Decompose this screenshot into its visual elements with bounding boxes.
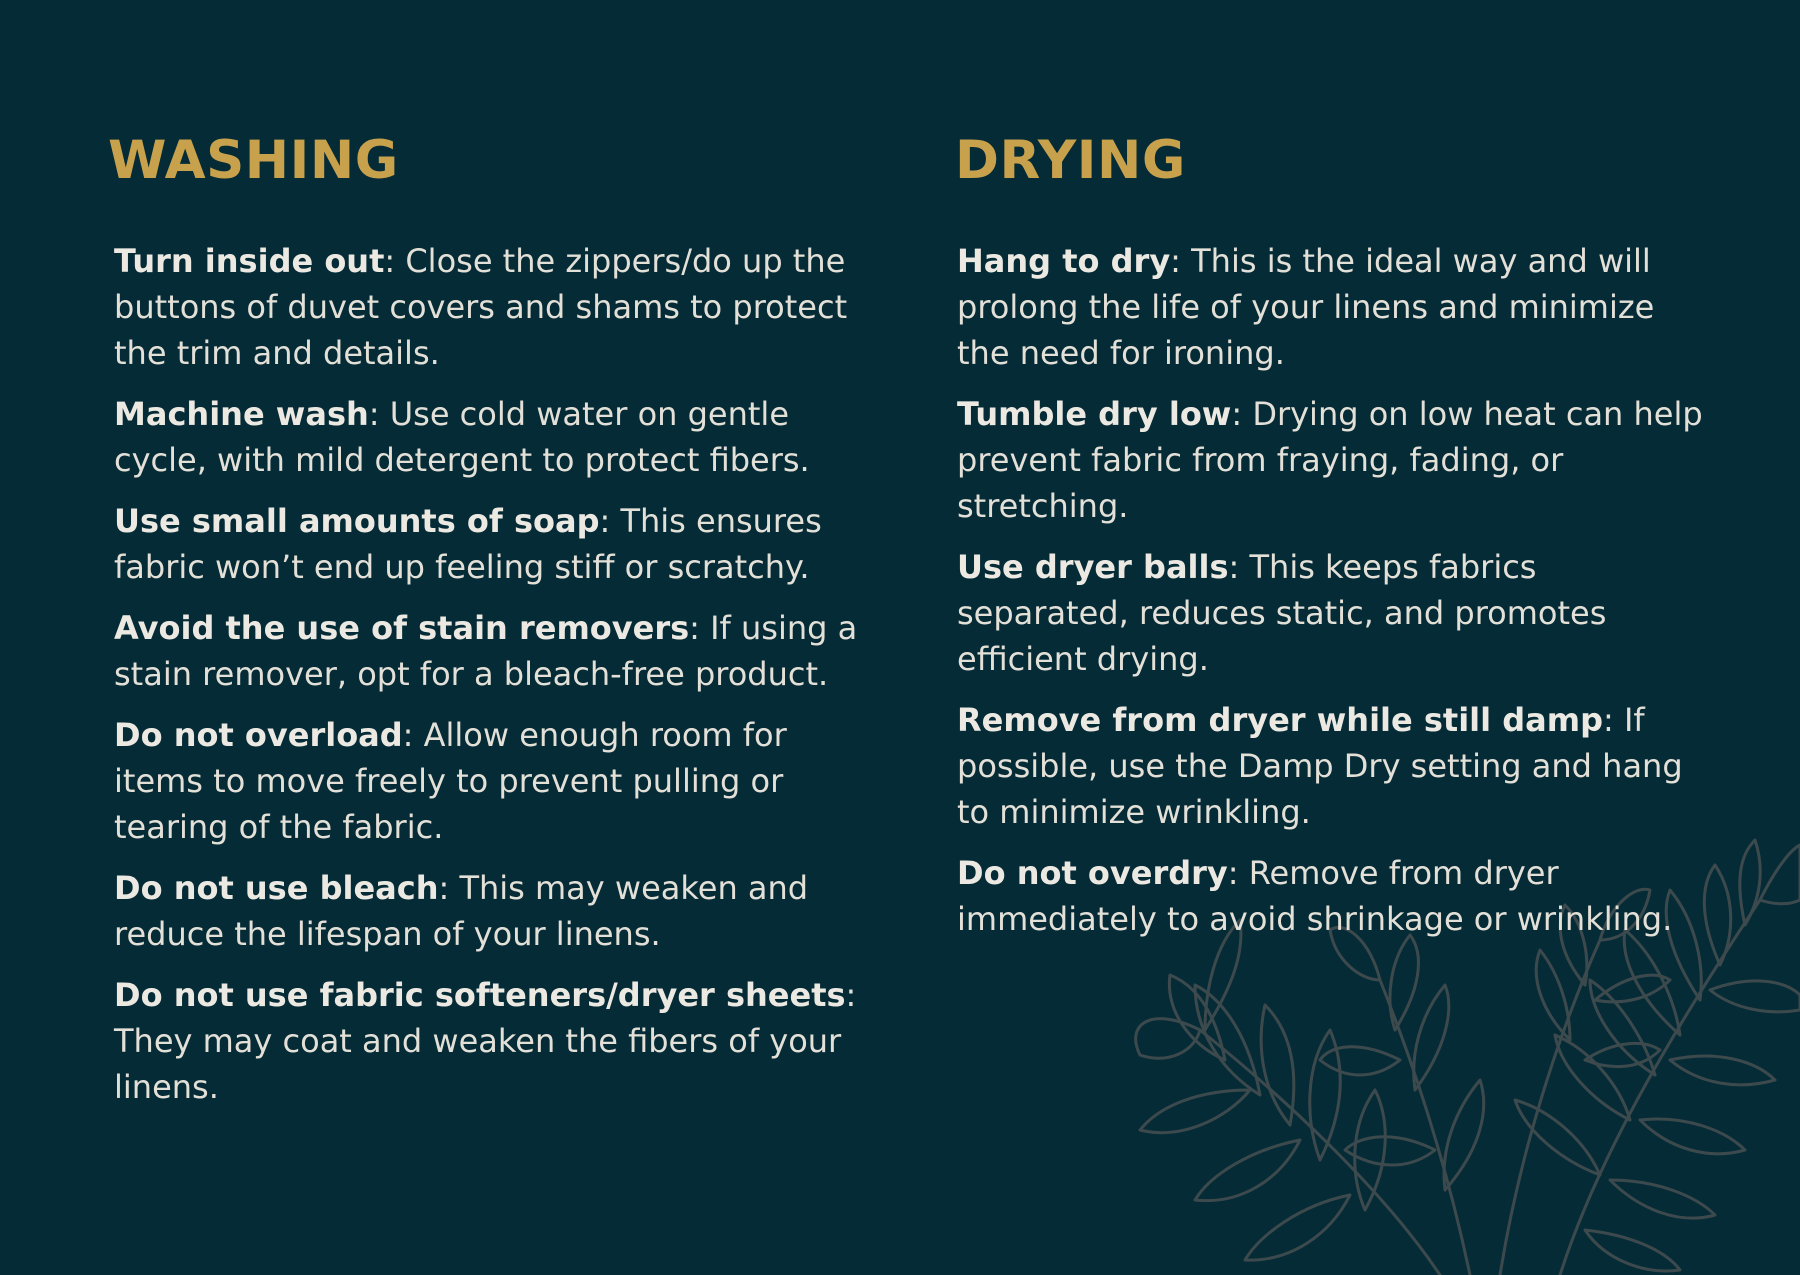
drying-heading: DRYING xyxy=(955,130,1186,191)
instruction-text: This keeps fabrics separated, reduces static, and promotes efficient drying. xyxy=(957,548,1607,678)
instruction-label: Do not use fabric softeners/dryer sheets xyxy=(114,976,846,1014)
instruction-text: Allow enough room for items to move freely to prevent pulling or tearing of the fabric. xyxy=(114,716,787,846)
instruction-separator: : xyxy=(1227,854,1239,892)
drying-instruction xyxy=(957,850,1715,942)
drying-section xyxy=(955,128,1715,957)
instruction-label: Do not overdry xyxy=(957,854,1228,892)
instruction-separator: : xyxy=(1228,548,1240,586)
drying-instruction xyxy=(957,238,1715,376)
instruction-separator: : xyxy=(599,502,611,540)
instruction-separator: : xyxy=(689,609,700,647)
washing-instruction xyxy=(114,865,868,957)
instruction-separator: : xyxy=(438,869,450,907)
drying-list xyxy=(955,238,1715,942)
instruction-text: If using a stain remover, opt for a bleach-free product. xyxy=(114,609,858,693)
washing-instruction xyxy=(114,391,868,483)
instruction-text: Remove from dryer immediately to avoid shrinkage or wrinkling. xyxy=(957,854,1673,938)
instruction-label: Avoid the use of stain removers xyxy=(114,609,690,647)
drying-instruction xyxy=(957,391,1715,529)
instruction-separator: : xyxy=(1602,701,1614,739)
instruction-separator: : xyxy=(402,716,414,754)
instruction-separator: : xyxy=(1170,242,1181,280)
instruction-text: This ensures fabric won’t end up feeling stiff or scratchy. xyxy=(114,502,822,586)
instruction-text: This is the ideal way and will prolong the life of your linens and minimize the need for ironing. xyxy=(957,242,1655,372)
instruction-label: Use small amounts of soap xyxy=(114,502,600,540)
instruction-label: Turn inside out xyxy=(114,242,385,280)
washing-instruction xyxy=(114,712,868,850)
instruction-label: Use dryer balls xyxy=(957,548,1229,586)
instruction-separator: : xyxy=(384,242,396,280)
drying-instruction xyxy=(957,544,1715,682)
washing-instruction xyxy=(114,972,868,1110)
instruction-label: Remove from dryer while still damp xyxy=(957,701,1603,739)
instruction-text: If possible, use the Damp Dry setting and hang to minimize wrinkling. xyxy=(957,701,1683,831)
instruction-text: Close the zippers/do up the buttons of duvet covers and shams to protect the trim and details. xyxy=(114,242,848,372)
instruction-text: This may weaken and reduce the lifespan of your linens. xyxy=(114,869,809,953)
washing-list xyxy=(108,238,868,1110)
instruction-text: They may coat and weaken the fibers of your linens. xyxy=(114,1022,842,1106)
washing-instruction xyxy=(114,238,868,376)
washing-heading: WASHING xyxy=(108,130,399,191)
instruction-separator: : xyxy=(1231,395,1243,433)
instruction-text: Use cold water on gentle cycle, with mild detergent to protect fibers. xyxy=(114,395,810,479)
drying-instruction xyxy=(957,697,1715,835)
instruction-label: Tumble dry low xyxy=(957,395,1232,433)
washing-instruction xyxy=(114,605,868,697)
instruction-label: Do not overload xyxy=(114,716,403,754)
instruction-text: Drying on low heat can help prevent fabric from fraying, fading, or stretching. xyxy=(957,395,1703,525)
instruction-separator: : xyxy=(845,976,857,1014)
washing-section xyxy=(108,128,868,1125)
instruction-label: Do not use bleach xyxy=(114,869,439,907)
instruction-label: Hang to dry xyxy=(957,242,1171,280)
washing-instruction xyxy=(114,498,868,590)
instruction-separator: : xyxy=(368,395,380,433)
instruction-label: Machine wash xyxy=(114,395,369,433)
